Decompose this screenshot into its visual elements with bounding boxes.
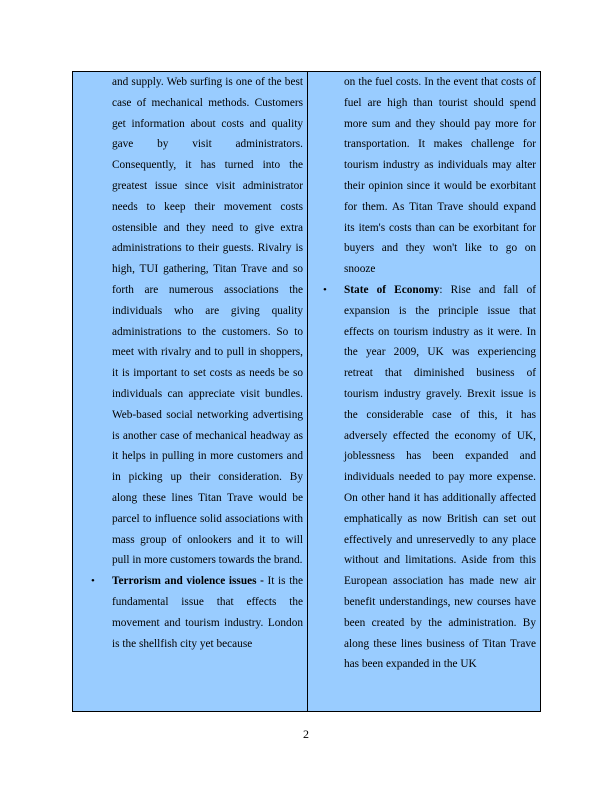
bullet-icon: • xyxy=(323,283,327,296)
two-column-table xyxy=(72,71,541,712)
bullet-separator: : xyxy=(439,283,451,296)
bullet-heading-terrorism: Terrorism and violence issues xyxy=(112,575,257,588)
bullet-text-terrorism: It is the fundamental issue that effects the movement and tourism industry. London is the shellfish city yet because xyxy=(112,575,303,650)
right-column-bullet-item xyxy=(323,280,536,675)
bullet-separator: - xyxy=(256,575,268,588)
right-column-cell xyxy=(308,72,540,711)
page-number: 2 xyxy=(303,727,309,741)
bullet-text-economy: Rise and fall of expansion is the principle issue that effects on tourism industry as it were. In the year 2009, UK was experiencing retreat that diminished business of tourism industry gravely. Brexit issue is the considerable case of this, it has adversely effected the economy of UK, joblessness has been expanded and individuals needed to pay more expense. On other hand it has additionally affected emphatically as now British can set out effectively and unreservedly to any place without and limitations. Aside from this European association has made new air benefit understandings, new courses have been created by the administration. By along these lines business of Titan Trave has been expanded in the UK xyxy=(344,283,536,671)
bullet-icon: • xyxy=(91,575,95,588)
left-column-bullet-item xyxy=(91,571,303,654)
left-column-cell xyxy=(73,72,308,711)
left-column-paragraph: and supply. Web surfing is one of the best case of mechanical methods. Customers get information about costs and quality gave by visit administrators. Consequently, it has turned into the greatest issue since visit administrator needs to keep their movement costs ostensible and they need to give extra administrations to their guests. Rivalry is high, TUI gathering, Titan Trave and so forth are numerous associations the individuals who are giving quality administrations to the customers. So to meet with rivalry and to pull in shoppers, it is important to set costs as needs be so individuals can appreciate visit bundles. Web-based social networking advertising is another case of mechanical headway as it helps in pulling in more customers and in picking up their consideration. By along these lines Titan Trave would be parcel to influence solid associations with mass group of onlookers and it to will pull in more customers towards the brand. xyxy=(112,76,303,567)
right-column-paragraph: on the fuel costs. In the event that costs of fuel are high than tourist should spend more sum and they should pay more for transportation. It makes challenge for tourism industry as individuals may alter their opinion since it would be exorbitant for them. As Titan Trave should expand its item's costs than can be exorbitant for buyers and they won't like to go on snooze xyxy=(344,76,536,276)
bullet-heading-economy: State of Economy xyxy=(344,283,440,296)
